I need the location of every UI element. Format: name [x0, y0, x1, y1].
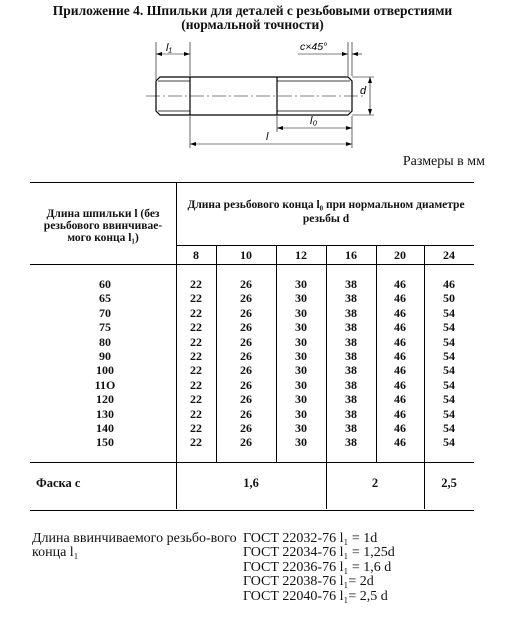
gost-line: ГОСТ 22036-76 l₁ = 1,6 d — [243, 559, 392, 575]
table-cell: 30 — [295, 406, 307, 421]
table-cell: 46 — [443, 277, 455, 291]
table-cell: 54 — [443, 420, 455, 435]
table-cell: 30 — [295, 305, 307, 320]
table-cell: 26 — [240, 392, 252, 407]
table-cell: 54 — [443, 334, 455, 349]
label-l: l — [266, 131, 269, 143]
gost-line: ГОСТ 22034-76 l₁ = 1,25d — [243, 545, 395, 561]
length-cell: 11O — [94, 377, 116, 392]
table-cell: 30 — [295, 334, 307, 349]
chamfer-label: Фаска c — [36, 476, 81, 490]
table-cell: 30 — [295, 392, 307, 407]
header-length: Длина шпильки l (без резьбового ввинчивае-мого конца l₁) — [43, 208, 163, 244]
title-main: Приложение 4. Шпильки для деталей с резьбовыми отверстиями — [52, 3, 453, 18]
table-cell: 22 — [190, 392, 202, 407]
table-cell: 22 — [190, 363, 202, 378]
diameter-header: 12 — [295, 248, 307, 262]
gost-line: ГОСТ 22040-76 l₁= 2,5 d — [243, 588, 388, 604]
table-cell: 30 — [295, 377, 307, 392]
table-cell: 50 — [443, 291, 455, 306]
length-cell: 65 — [99, 291, 111, 306]
gost-line: ГОСТ 22032-76 l₁ = 1d — [243, 531, 378, 546]
length-cell: 90 — [99, 348, 111, 363]
table-cell: 38 — [345, 334, 357, 349]
table-cell: 26 — [240, 305, 252, 320]
lengths-column — [80, 277, 130, 450]
table-cell: 46 — [394, 420, 406, 435]
length-cell: 60 — [99, 277, 111, 291]
table-cell: 26 — [240, 334, 252, 349]
table-cell: 22 — [190, 348, 202, 363]
table-cell: 46 — [394, 392, 406, 407]
table-cell: 22 — [190, 334, 202, 349]
length-cell: 150 — [96, 435, 114, 450]
column-d20 — [376, 277, 424, 450]
table-cell: 38 — [345, 377, 357, 392]
column-d16 — [326, 277, 376, 450]
table-cell: 54 — [443, 377, 455, 392]
table-cell: 26 — [240, 435, 252, 450]
divider-h-body — [30, 264, 474, 265]
diameter-header: 8 — [193, 248, 199, 262]
length-cell: 75 — [99, 320, 111, 335]
table-cell: 26 — [240, 377, 252, 392]
label-l1: l₁ — [166, 42, 172, 54]
table-cell: 30 — [295, 363, 307, 378]
length-cell: 120 — [96, 392, 114, 407]
column-d12 — [276, 277, 326, 450]
gost-list — [243, 532, 395, 604]
length-cell: 70 — [99, 305, 111, 320]
table-cell: 22 — [190, 406, 202, 421]
table-cell: 46 — [394, 406, 406, 421]
column-d24 — [424, 277, 474, 450]
table-cell: 54 — [443, 320, 455, 335]
table-cell: 38 — [345, 291, 357, 306]
table-cell: 22 — [190, 305, 202, 320]
table-cell: 38 — [345, 363, 357, 378]
table-cell: 26 — [240, 291, 252, 306]
table-cell: 22 — [190, 277, 202, 291]
table-cell: 54 — [443, 305, 455, 320]
table-cell: 46 — [394, 363, 406, 378]
diameter-header: 20 — [394, 248, 406, 262]
table-cell: 26 — [240, 420, 252, 435]
footer-note: Длина ввинчиваемого резьбо-вого конца l₁ — [32, 531, 237, 560]
chamfer-value: 2 — [371, 476, 379, 490]
divider-h-chamfer — [30, 462, 474, 463]
chamfer-value: 1,6 — [243, 476, 259, 490]
table-cell: 38 — [345, 392, 357, 407]
diameter-header: 24 — [443, 248, 455, 262]
table-cell: 38 — [345, 348, 357, 363]
diameter-header: 10 — [240, 248, 252, 262]
table-cell: 30 — [295, 435, 307, 450]
table-cell: 46 — [394, 435, 406, 450]
table-cell: 38 — [345, 277, 357, 291]
table-cell: 38 — [345, 406, 357, 421]
stud-drawing — [140, 36, 380, 154]
table-cell: 30 — [295, 348, 307, 363]
table-cell: 46 — [394, 305, 406, 320]
table-cell: 26 — [240, 320, 252, 335]
table-cell: 46 — [394, 291, 406, 306]
label-d: d — [360, 85, 367, 97]
table-cell: 30 — [295, 277, 307, 291]
table-cell: 26 — [240, 277, 252, 291]
table-cell: 26 — [240, 406, 252, 421]
table-cell: 46 — [394, 348, 406, 363]
table-cell: 38 — [345, 320, 357, 335]
units-note: Размеры в мм — [402, 154, 485, 169]
gost-line: ГОСТ 22038-76 l₁= 2d — [243, 574, 374, 590]
table-cell: 46 — [394, 320, 406, 335]
table-cell: 46 — [394, 377, 406, 392]
column-d8 — [176, 277, 216, 450]
label-l0: l₀ — [310, 115, 318, 127]
table-cell: 54 — [443, 392, 455, 407]
diameter-header: 16 — [345, 248, 357, 262]
length-cell: 80 — [99, 334, 111, 349]
table-cell: 38 — [345, 420, 357, 435]
table-cell: 22 — [190, 377, 202, 392]
table-cell: 30 — [295, 420, 307, 435]
table-cell: 22 — [190, 435, 202, 450]
table-cell: 38 — [345, 305, 357, 320]
title-sub: (нормальной точности) — [181, 17, 324, 32]
table-cell: 54 — [443, 435, 455, 450]
table-cell: 30 — [295, 320, 307, 335]
table-cell: 46 — [394, 277, 406, 291]
table-cell: 22 — [190, 291, 202, 306]
table-cell: 54 — [443, 406, 455, 421]
table-cell: 54 — [443, 363, 455, 378]
table-cell: 30 — [295, 291, 307, 306]
divider-h-header — [176, 245, 474, 246]
table-cell: 22 — [190, 320, 202, 335]
table-cell: 22 — [190, 420, 202, 435]
length-cell: 100 — [96, 363, 114, 378]
chamfer-value: 2,5 — [441, 476, 457, 490]
column-d10 — [216, 277, 276, 450]
table-cell: 46 — [394, 334, 406, 349]
page-title — [0, 4, 505, 32]
length-cell: 140 — [96, 420, 114, 435]
table-cell: 26 — [240, 363, 252, 378]
table-cell: 26 — [240, 348, 252, 363]
table-cell: 38 — [345, 435, 357, 450]
length-cell: 130 — [96, 406, 114, 421]
label-chamfer: c×45° — [300, 41, 328, 53]
table-cell: 54 — [443, 348, 455, 363]
header-thread-length: Длина резьбового конца l₀ при нормальном диаметре резьбы d — [187, 199, 465, 225]
